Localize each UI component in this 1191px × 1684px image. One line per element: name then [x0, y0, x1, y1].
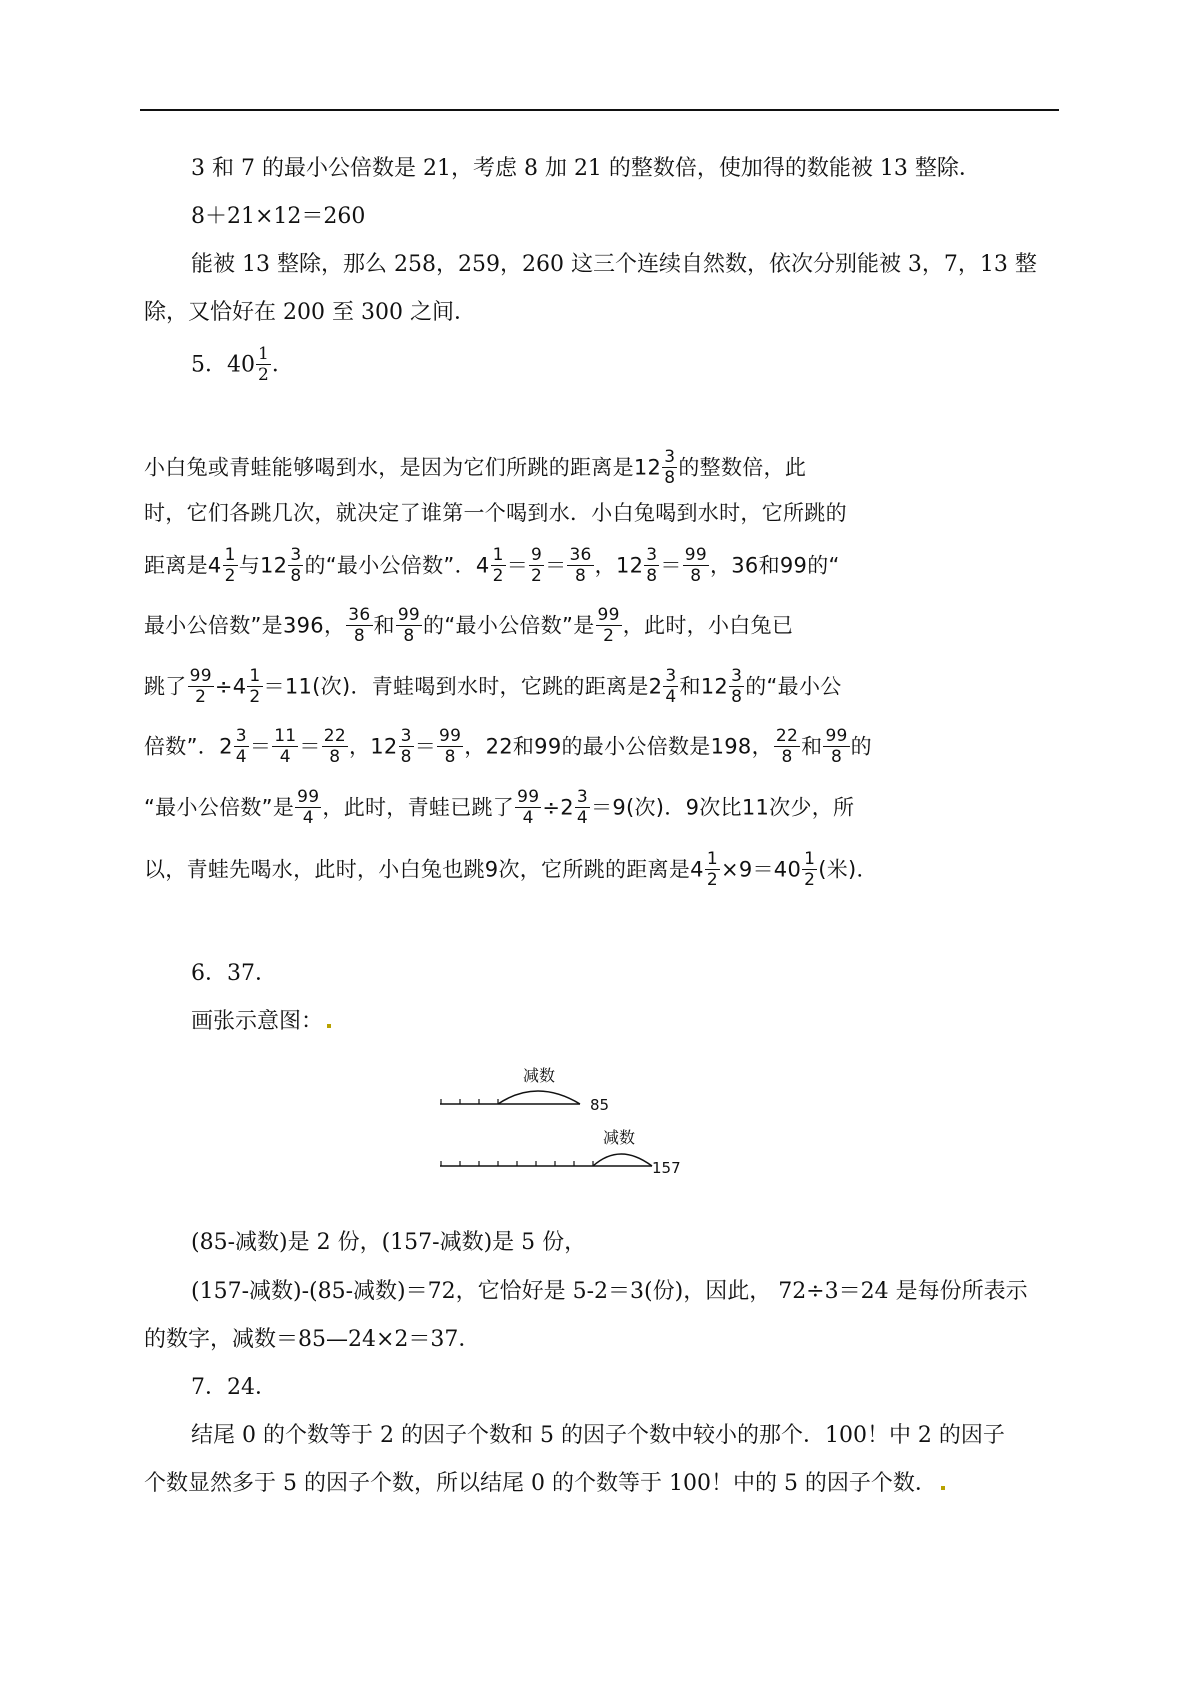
- marker-dot: [327, 1024, 331, 1028]
- explanation-line: 以，青蛙先喝水，此时，小白兔也跳9次，它所跳的距离是4 $\frac{1}{2}$ ×9＝40 $\frac{1}{2}$ (米)．: [144, 849, 878, 890]
- answer-5: 5．40 $\frac{1}{2}$ ．: [191, 344, 294, 385]
- diagram-value-top: 85: [590, 1096, 610, 1114]
- answer-6: 6．37．: [191, 961, 277, 986]
- text-line: (85-减数)是 2 份，(157-减数)是 5 份，: [191, 1230, 587, 1255]
- explanation-line: 最小公倍数”是396， $\frac{36}{8}$ 和 $\frac{99}{8}$ 的“最小公倍数”是 $\frac{99}{2}$ ，此时，小白兔已: [144, 605, 794, 646]
- diagram-label-top: 减数: [523, 1066, 556, 1085]
- diagram-value-bottom: 157: [652, 1159, 681, 1177]
- explanation-line: 距离是4 $\frac{1}{2}$ 与12 $\frac{3}{8}$ 的“最小公倍数”．4 $\frac{1}{2}$ ＝ $\frac{9}{2}$ ＝ $\frac{36}{8}$ ，12 $\frac{3}{8}$ ＝ $\frac{99}{8}$ ，36和99的“: [144, 545, 840, 586]
- explanation-line: 倍数”．2 $\frac{3}{4}$ ＝ $\frac{11}{4}$ ＝ $\frac{22}{8}$ ，12 $\frac{3}{8}$ ＝ $\frac{99}{8}$ ，22和99的最小公倍数是198， $\frac{22}{8}$ 和 $\frac{99}{8}$ 的: [144, 726, 872, 767]
- header-rule: [140, 109, 1059, 111]
- text-line: 3 和 7 的最小公倍数是 21，考虑 8 加 21 的整数倍，使加得的数能被 13 整除．: [191, 156, 981, 181]
- text-line: 除，又恰好在 200 至 300 之间．: [144, 300, 476, 325]
- text-line: 个数显然多于 5 的因子个数，所以结尾 0 的个数等于 100！中的 5 的因子个数．: [144, 1469, 945, 1499]
- explanation-line: “最小公倍数”是 $\frac{99}{4}$ ，此时，青蛙已跳了 $\frac{99}{4}$ ÷2 $\frac{3}{4}$ ＝9(次)．9次比11次少，所: [144, 787, 855, 828]
- text-line: 结尾 0 的个数等于 2 的因子个数和 5 的因子个数中较小的那个．100！中 2 的因子: [191, 1423, 1005, 1448]
- text-line: 的数字，减数＝85—24×2＝37．: [144, 1327, 481, 1352]
- fraction: $\frac{1}{2}$: [258, 344, 269, 385]
- explanation-line: 时，它们各跳几次，就决定了谁第一个喝到水．小白兔喝到水时，它所跳的: [144, 501, 847, 525]
- equation-line: 8＋21×12＝260: [191, 204, 366, 229]
- explanation-line: 小白兔或青蛙能够喝到水，是因为它们所跳的距离是12 $\frac{3}{8}$ 的整数倍，此: [144, 447, 807, 488]
- answer-7: 7．24．: [191, 1375, 277, 1400]
- text-line: 能被 13 整除，那么 258，259，260 这三个连续自然数，依次分别能被 3，7，13 整: [191, 252, 1037, 277]
- text-line: 画张示意图：: [191, 1007, 331, 1037]
- explanation-line: 跳了 $\frac{99}{2}$ ÷4 $\frac{1}{2}$ ＝11(次)．青蛙喝到水时，它跳的距离是2 $\frac{3}{4}$ 和12 $\frac{3}{8}$ 的“最小公: [144, 666, 842, 707]
- subtraction-diagram: [440, 1048, 740, 1188]
- diagram-label-bottom: 减数: [603, 1128, 636, 1147]
- text-line: (157-减数)-(85-减数)＝72，它恰好是 5-2＝3(份)，因此， 72÷3＝24 是每份所表示: [191, 1279, 1028, 1304]
- marker-dot: [941, 1486, 945, 1490]
